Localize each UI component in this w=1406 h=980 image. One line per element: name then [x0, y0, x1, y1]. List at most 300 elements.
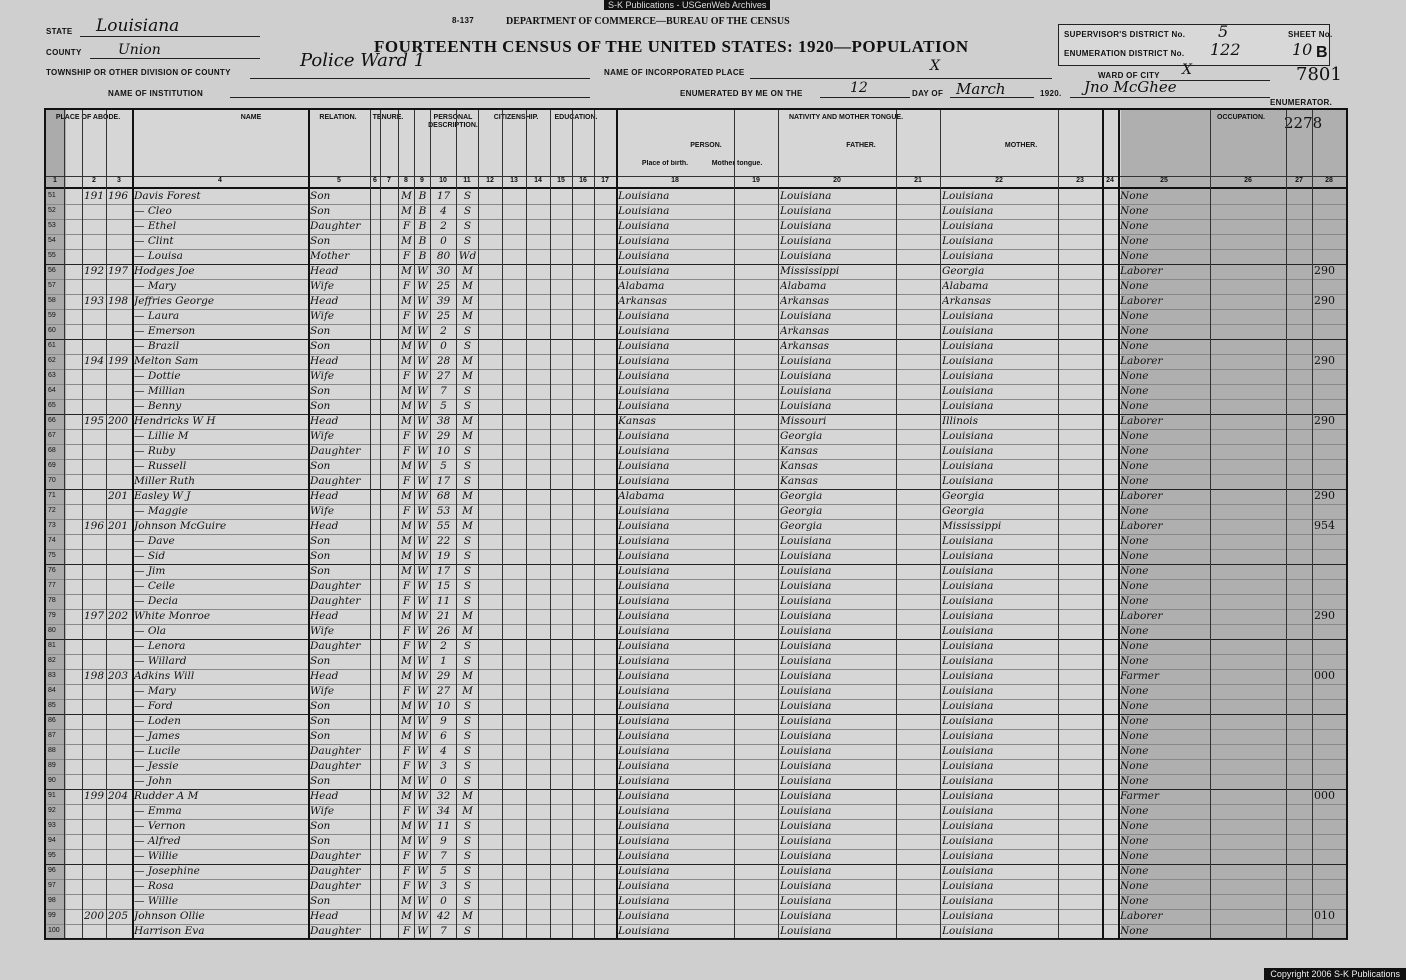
group-citizenship: CITIZENSHIP.: [493, 114, 539, 121]
cell-race: W: [417, 655, 428, 667]
cell-rel: Wife: [310, 505, 335, 517]
state-line: [80, 36, 260, 37]
cell-ms: S: [463, 385, 472, 397]
table-row: [46, 669, 1346, 685]
county-value: Union: [118, 42, 161, 58]
table-row: [46, 324, 1346, 340]
cell-age: 29: [436, 670, 451, 682]
table-row: [46, 699, 1346, 715]
cell-n: 72: [48, 507, 56, 514]
cell-sex: M: [401, 730, 412, 742]
cell-race: W: [417, 280, 428, 292]
cell-name: — Dave: [134, 535, 175, 547]
incorporated-place-line: [750, 78, 1052, 79]
cell-fbirth: Louisiana: [780, 745, 832, 757]
cell-age: 26: [436, 625, 451, 637]
cell-rel: Wife: [310, 280, 335, 292]
cell-fbirth: Louisiana: [780, 730, 832, 742]
cell-name: Easley W J: [134, 490, 191, 502]
table-row: [46, 189, 1346, 205]
cell-occ: None: [1120, 730, 1149, 742]
cell-rel: Wife: [310, 370, 335, 382]
table-row: [46, 519, 1346, 535]
cell-ms: M: [462, 490, 473, 502]
sheet-label: SHEET No.: [1288, 30, 1333, 39]
cell-birth: Louisiana: [618, 655, 670, 667]
cell-mbirth: Louisiana: [942, 205, 994, 217]
cell-sex: F: [402, 595, 411, 607]
cell-name: — Emma: [134, 805, 182, 817]
cell-name: — Ford: [134, 700, 173, 712]
cell-name: — Lucile: [134, 745, 181, 757]
column-number: 14: [534, 177, 542, 184]
table-row: [46, 459, 1346, 475]
column-number: 24: [1106, 177, 1114, 184]
group-place-of-abode: PLACE OF ABODE.: [55, 114, 121, 121]
subhead-person: PERSON.: [690, 142, 722, 149]
subhead-father: FATHER.: [846, 142, 876, 149]
cell-ms: M: [462, 505, 473, 517]
cell-occ: Laborer: [1120, 910, 1163, 922]
cell-mbirth: Louisiana: [942, 895, 994, 907]
cell-mbirth: Louisiana: [942, 430, 994, 442]
cell-sex: F: [402, 220, 411, 232]
cell-fbirth: Louisiana: [780, 565, 832, 577]
cell-fbirth: Louisiana: [780, 235, 832, 247]
cell-occ: None: [1120, 595, 1149, 607]
cell-rel: Daughter: [310, 220, 361, 232]
cell-age: 1: [440, 655, 447, 667]
cell-ms: S: [463, 550, 472, 562]
cell-mbirth: Louisiana: [942, 460, 994, 472]
cell-birth: Louisiana: [618, 805, 670, 817]
cell-mbirth: Louisiana: [942, 235, 994, 247]
cell-n: 67: [48, 432, 56, 439]
cell-occ: Farmer: [1120, 670, 1160, 682]
cell-ms: S: [463, 460, 472, 472]
cell-rel: Head: [310, 355, 339, 367]
cell-race: W: [417, 925, 428, 937]
cell-n: 79: [48, 612, 56, 619]
column-number: 4: [218, 177, 222, 184]
cell-ms: M: [462, 670, 473, 682]
day-value: 12: [850, 80, 868, 96]
column-number: 26: [1244, 177, 1252, 184]
group-tenure: TENURE.: [372, 114, 404, 121]
column-number: 23: [1076, 177, 1084, 184]
cell-occ: None: [1120, 895, 1149, 907]
cell-n: 54: [48, 237, 56, 244]
cell-ms: M: [462, 520, 473, 532]
form-number: 8-137: [452, 16, 474, 25]
cell-n: 64: [48, 387, 56, 394]
cell-occ: None: [1120, 220, 1149, 232]
cell-fbirth: Louisiana: [780, 880, 832, 892]
cell-n: 70: [48, 477, 56, 484]
column-number: 3: [117, 177, 121, 184]
cell-age: 11: [436, 595, 451, 607]
cell-occ: None: [1120, 835, 1149, 847]
cell-age: 80: [436, 250, 451, 262]
cell-code: 290: [1314, 414, 1335, 427]
cell-age: 5: [440, 460, 447, 472]
cell-sex: M: [401, 565, 412, 577]
cell-fbirth: Louisiana: [780, 850, 832, 862]
column-divider: [1312, 110, 1313, 938]
cell-age: 42: [436, 910, 451, 922]
cell-name: — Rosa: [134, 880, 174, 892]
table-row: [46, 684, 1346, 700]
cell-fbirth: Louisiana: [780, 550, 832, 562]
cell-mbirth: Louisiana: [942, 340, 994, 352]
cell-n: 73: [48, 522, 56, 529]
cell-mbirth: Arkansas: [942, 295, 992, 307]
table-row: [46, 909, 1346, 925]
state-value: Louisiana: [96, 16, 180, 36]
cell-race: W: [417, 835, 428, 847]
column-number: 22: [995, 177, 1003, 184]
cell-name: Johnson McGuire: [134, 520, 227, 532]
copyright-footer: Copyright 2006 S-K Publications: [1264, 968, 1406, 980]
cell-dw: 198: [84, 670, 105, 682]
cell-race: W: [417, 310, 428, 322]
cell-ms: M: [462, 610, 473, 622]
ward-label: WARD OF CITY: [1098, 71, 1160, 80]
cell-age: 19: [436, 550, 451, 562]
enumeration-label: ENUMERATION DISTRICT No.: [1064, 49, 1185, 58]
cell-n: 52: [48, 207, 56, 214]
cell-rel: Head: [310, 790, 339, 802]
cell-mbirth: Louisiana: [942, 715, 994, 727]
cell-dw: 194: [84, 355, 105, 367]
cell-name: — Willie: [134, 850, 179, 862]
ward-line: [1160, 80, 1270, 81]
cell-race: W: [417, 910, 428, 922]
enumerator-line: [1070, 97, 1270, 98]
cell-rel: Son: [310, 835, 331, 847]
cell-sex: M: [401, 415, 412, 427]
cell-ms: M: [462, 265, 473, 277]
cell-n: 99: [48, 912, 56, 919]
cell-occ: None: [1120, 745, 1149, 757]
table-row: [46, 219, 1346, 235]
cell-mbirth: Georgia: [942, 265, 985, 277]
cell-name: — John: [134, 775, 172, 787]
cell-race: B: [418, 250, 427, 262]
column-number: 12: [486, 177, 494, 184]
cell-sex: F: [402, 625, 411, 637]
cell-ms: M: [462, 415, 473, 427]
cell-name: Rudder A M: [134, 790, 199, 802]
cell-mbirth: Louisiana: [942, 475, 994, 487]
cell-race: W: [417, 775, 428, 787]
cell-age: 55: [436, 520, 451, 532]
cell-race: B: [418, 235, 427, 247]
cell-birth: Louisiana: [618, 640, 670, 652]
cell-age: 11: [436, 820, 451, 832]
cell-age: 29: [436, 430, 451, 442]
cell-race: W: [417, 505, 428, 517]
cell-race: W: [417, 610, 428, 622]
cell-sex: F: [402, 475, 411, 487]
cell-fam: 201: [108, 490, 129, 502]
cell-birth: Louisiana: [618, 790, 670, 802]
cell-name: — Cleo: [134, 205, 172, 217]
column-number: 10: [439, 177, 447, 184]
cell-mbirth: Louisiana: [942, 535, 994, 547]
column-number: 21: [914, 177, 922, 184]
cell-mbirth: Louisiana: [942, 250, 994, 262]
column-divider: [1118, 110, 1120, 938]
cell-name: — Willie: [134, 895, 179, 907]
cell-mbirth: Louisiana: [942, 220, 994, 232]
table-row: [46, 339, 1346, 355]
cell-sex: M: [401, 835, 412, 847]
cell-dw: 192: [84, 265, 105, 277]
cell-name: Miller Ruth: [134, 475, 196, 487]
cell-name: Adkins Will: [134, 670, 195, 682]
cell-race: W: [417, 670, 428, 682]
cell-ms: S: [463, 445, 472, 457]
column-divider: [550, 110, 551, 938]
cell-fbirth: Louisiana: [780, 925, 832, 937]
incorporated-place-label: NAME OF INCORPORATED PLACE: [604, 68, 745, 77]
cell-rel: Wife: [310, 685, 335, 697]
cell-fbirth: Kansas: [780, 460, 818, 472]
cell-name: — Lillie M: [134, 430, 189, 442]
enumeration-value: 122: [1210, 40, 1241, 59]
cell-fam: 196: [108, 190, 129, 202]
cell-occ: None: [1120, 385, 1149, 397]
cell-rel: Son: [310, 460, 331, 472]
cell-birth: Louisiana: [618, 310, 670, 322]
cell-n: 95: [48, 852, 56, 859]
cell-name: — Dottie: [134, 370, 181, 382]
cell-fbirth: Georgia: [780, 490, 823, 502]
stamp-number: 7801: [1296, 64, 1342, 85]
cell-n: 53: [48, 222, 56, 229]
ward-value: X: [1182, 62, 1192, 78]
cell-birth: Louisiana: [618, 550, 670, 562]
cell-rel: Son: [310, 700, 331, 712]
cell-mbirth: Louisiana: [942, 670, 994, 682]
column-divider: [308, 110, 310, 938]
cell-ms: M: [462, 355, 473, 367]
cell-age: 27: [436, 685, 451, 697]
cell-race: W: [417, 595, 428, 607]
cell-code: 000: [1314, 789, 1335, 802]
cell-fbirth: Louisiana: [780, 250, 832, 262]
cell-birth: Louisiana: [618, 925, 670, 937]
cell-age: 15: [436, 580, 451, 592]
table-row: [46, 744, 1346, 760]
cell-name: — James: [134, 730, 180, 742]
cell-occ: None: [1120, 850, 1149, 862]
cell-ms: S: [463, 730, 472, 742]
cell-n: 96: [48, 867, 56, 874]
cell-fbirth: Louisiana: [780, 625, 832, 637]
table-row: [46, 204, 1346, 220]
cell-ms: S: [463, 745, 472, 757]
cell-name: — Ceile: [134, 580, 176, 592]
column-number: 7: [387, 177, 391, 184]
cell-n: 56: [48, 267, 56, 274]
cell-sex: M: [401, 610, 412, 622]
cell-ms: M: [462, 625, 473, 637]
cell-n: 100: [48, 927, 60, 934]
enumerated-by-label: ENUMERATED BY ME ON THE: [680, 89, 803, 98]
cell-age: 27: [436, 370, 451, 382]
cell-age: 0: [440, 235, 447, 247]
cell-occ: None: [1120, 685, 1149, 697]
cell-sex: F: [402, 250, 411, 262]
cell-rel: Wife: [310, 310, 335, 322]
table-row: [46, 354, 1346, 370]
cell-occ: None: [1120, 880, 1149, 892]
table-row: [46, 714, 1346, 730]
cell-fam: 198: [108, 295, 129, 307]
cell-birth: Louisiana: [618, 265, 670, 277]
cell-age: 2: [440, 220, 447, 232]
column-number: 19: [752, 177, 760, 184]
cell-race: W: [417, 385, 428, 397]
cell-ms: M: [462, 430, 473, 442]
cell-name: — Lenora: [134, 640, 186, 652]
cell-age: 28: [436, 355, 451, 367]
cell-age: 17: [436, 190, 451, 202]
cell-rel: Daughter: [310, 580, 361, 592]
cell-occ: None: [1120, 820, 1149, 832]
column-number: 25: [1160, 177, 1168, 184]
cell-n: 76: [48, 567, 56, 574]
cell-sex: M: [401, 550, 412, 562]
cell-mbirth: Louisiana: [942, 850, 994, 862]
cell-rel: Son: [310, 400, 331, 412]
cell-fbirth: Mississippi: [780, 265, 840, 277]
cell-rel: Son: [310, 205, 331, 217]
cell-rel: Daughter: [310, 475, 361, 487]
cell-birth: Louisiana: [618, 250, 670, 262]
cell-occ: None: [1120, 565, 1149, 577]
cell-mbirth: Mississippi: [942, 520, 1002, 532]
cell-birth: Louisiana: [618, 775, 670, 787]
cell-occ: None: [1120, 250, 1149, 262]
cell-occ: Laborer: [1120, 265, 1163, 277]
cell-occ: None: [1120, 700, 1149, 712]
cell-rel: Head: [310, 610, 339, 622]
sheet-value: 10: [1292, 40, 1313, 59]
cell-n: 68: [48, 447, 56, 454]
cell-age: 5: [440, 865, 447, 877]
cell-age: 22: [436, 535, 451, 547]
table-row: [46, 399, 1346, 415]
cell-sex: M: [401, 325, 412, 337]
cell-sex: F: [402, 370, 411, 382]
cell-ms: S: [463, 595, 472, 607]
cell-fbirth: Missouri: [780, 415, 827, 427]
cell-rel: Son: [310, 730, 331, 742]
cell-occ: None: [1120, 475, 1149, 487]
cell-ms: S: [463, 190, 472, 202]
cell-name: — Laura: [134, 310, 180, 322]
cell-birth: Louisiana: [618, 340, 670, 352]
cell-fbirth: Louisiana: [780, 595, 832, 607]
township-line: [250, 78, 590, 79]
cell-ms: M: [462, 295, 473, 307]
cell-fbirth: Louisiana: [780, 385, 832, 397]
institution-label: NAME OF INSTITUTION: [108, 89, 204, 98]
cell-race: W: [417, 265, 428, 277]
cell-birth: Louisiana: [618, 700, 670, 712]
cell-age: 34: [436, 805, 451, 817]
table-row: [46, 639, 1346, 655]
cell-sex: M: [401, 670, 412, 682]
cell-mbirth: Louisiana: [942, 325, 994, 337]
cell-ms: S: [463, 880, 472, 892]
cell-sex: F: [402, 445, 411, 457]
cell-fbirth: Arkansas: [780, 295, 830, 307]
cell-mbirth: Georgia: [942, 490, 985, 502]
cell-mbirth: Louisiana: [942, 625, 994, 637]
cell-race: B: [418, 205, 427, 217]
cell-rel: Son: [310, 715, 331, 727]
table-row: [46, 924, 1346, 940]
cell-fbirth: Louisiana: [780, 310, 832, 322]
table-row: [46, 819, 1346, 835]
cell-ms: S: [463, 820, 472, 832]
column-divider: [414, 110, 415, 938]
cell-age: 6: [440, 730, 447, 742]
cell-sex: M: [401, 265, 412, 277]
cell-age: 4: [440, 745, 447, 757]
cell-race: W: [417, 685, 428, 697]
cell-code: 010: [1314, 909, 1335, 922]
county-label: COUNTY: [46, 48, 82, 57]
cell-name: — Emerson: [134, 325, 196, 337]
cell-occ: None: [1120, 640, 1149, 652]
cell-sex: M: [401, 895, 412, 907]
column-divider: [616, 110, 618, 938]
column-number: 2: [92, 177, 96, 184]
cell-rel: Head: [310, 910, 339, 922]
cell-fbirth: Louisiana: [780, 865, 832, 877]
cell-sex: M: [401, 190, 412, 202]
cell-occ: None: [1120, 340, 1149, 352]
cell-sex: M: [401, 910, 412, 922]
cell-age: 9: [440, 715, 447, 727]
cell-sex: M: [401, 340, 412, 352]
cell-ms: M: [462, 685, 473, 697]
cell-race: W: [417, 370, 428, 382]
cell-rel: Head: [310, 520, 339, 532]
table-row: [46, 444, 1346, 460]
cell-fbirth: Louisiana: [780, 370, 832, 382]
cell-age: 7: [440, 385, 447, 397]
cell-name: — Millian: [134, 385, 186, 397]
cell-occ: Laborer: [1120, 490, 1163, 502]
cell-sex: F: [402, 850, 411, 862]
column-number: 18: [671, 177, 679, 184]
cell-occ: None: [1120, 715, 1149, 727]
cell-n: 97: [48, 882, 56, 889]
cell-ms: S: [463, 400, 472, 412]
cell-fam: 199: [108, 355, 129, 367]
column-divider: [478, 110, 479, 938]
cell-mbirth: Louisiana: [942, 370, 994, 382]
cell-age: 2: [440, 640, 447, 652]
cell-occ: None: [1120, 580, 1149, 592]
column-number: 9: [420, 177, 424, 184]
